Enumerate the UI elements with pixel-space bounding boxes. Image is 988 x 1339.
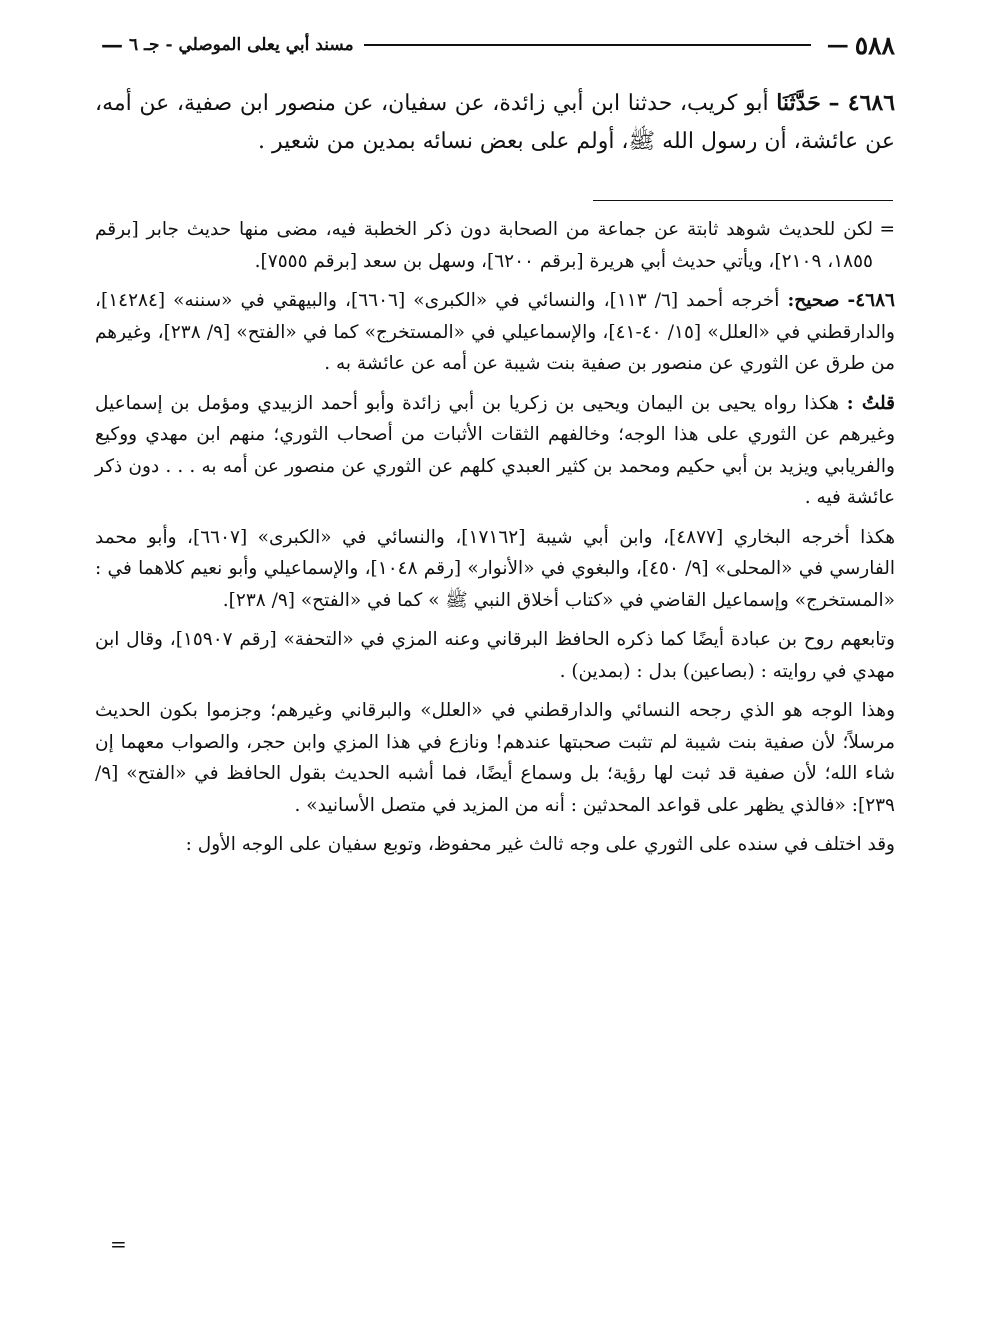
footnote-paragraph-4: وتابعهم روح بن عبادة أيضًا كما ذكره الحافظ البرقاني وعنه المزي في «التحفة» [رقم ١٥٩٠٧]، وقال ابن مهدي في روايته : (بصاعين) بدل : (بمدين) . [95,629,895,682]
header-title-dash: — [101,32,123,58]
book-title: مسند أبي يعلى الموصلي - جـ ٦ [129,35,354,55]
qult-label: قلتُ : [846,392,895,414]
grade-text: أخرجه أحمد [٦/ ١١٣]، والنسائي في «الكبرى» [٦٦٠٦]، والبيهقي في «سننه» [١٤٢٨٤]، والدارقطني في «العلل» [١٥/ ٤٠-٤١]، والإسماعيلي في «المستخرج» كما في «الفتح» [٩/ ٢٣٨]، وغيرهم من طرق عن الثوري عن منصور بن صفية بنت شيبة عن أمه عن عائشة به . [95,290,895,374]
footnote-qult [95,388,895,514]
grade-label: صحيح: [787,290,840,311]
footnote-paragraph-3: هكذا أخرجه البخاري [٤٨٧٧]، وابن أبي شيبة [١٧١٦٢]، والنسائي في «الكبرى» [٦٦٠٧]، وأبو محمد الفارسي في «المحلى» [٩/ ٤٥٠]، والبغوي في «الأنوار» [رقم ١٠٤٨]، والإسماعيلي وأبو نعيم كلاهما في : «المستخرج» وإسماعيل القاضي في «كتاب أخلاق النبي ﷺ » كما في «الفتح» [٩/ ٢٣٨]. [95,526,895,611]
footnote-grade [95,285,895,380]
footnotes [95,214,895,869]
page-header [95,28,895,62]
hadith-body: أبو كريب، حدثنا ابن أبي زائدة، عن سفيان، عن منصور ابن صفية، عن أمه، عن عائشة، أن رسول الله ﷺ، أولم على بعض نسائه بمدين من شعير . [95,91,895,154]
hadith-number: ٤٦٨٦ – [828,90,896,116]
footnote-separator [593,200,893,201]
qult-text: هكذا رواه يحيى بن اليمان ويحيى بن زكريا بن أبي زائدة وأبو أحمد الزبيدي ومؤمل بن إسماعيل وغيرهم عن الثوري على هذا الوجه؛ وخالفهم الثقات الأثبات من أصحاب الثوري؛ منهم ابن مهدي ووكيع والفريابي ويزيد بن أبي حكيم ومحمد بن كثير العبدي كلهم عن الثوري عن منصور عن أمه به . . . دون ذكر عائشة فيه . [95,392,895,508]
continuation-mark: = [879,219,895,240]
continuation-text: لكن للحديث شوهد ثابتة عن جماعة من الصحابة دون ذكر الخطبة فيه، مضى منها حديث جابر [برقم ١٨٥٥، ٢١٠٩]، ويأتي حديث أبي هريرة [برقم ٦٢٠٠]، وسهل بن سعد [برقم ٧٥٥٥]. [95,219,873,272]
header-rule [364,44,811,46]
footnote-paragraph-5: وهذا الوجه هو الذي رجحه النسائي والدارقطني في «العلل» والبرقاني وغيرهم؛ وجزموا بكون الحديث مرسلاً؛ لأن صفية بنت شيبة لم تثبت صحبتها عندهم! ونازع في هذا المزي وابن حجر، والصواب معهما إن شاء الله؛ لأن صفية قد ثبت لها رؤية؛ بل وسماع أيضًا، فما أشبه الحديث بقول الحافظ في «الفتح» [٩/ ٢٣٩]: «فالذي يظهر على قواعد المحدثين : أنه من المزيد في متصل الأسانيد» . [95,700,895,816]
hadith-keyword: حَدَّثَنَا [776,90,821,116]
hadith-text [95,84,895,161]
footnote-continuation [95,214,895,277]
page-number: ٥٨٨ [854,30,895,60]
continues-mark: = [110,1232,127,1256]
grade-number: ٤٦٨٦- [847,290,895,311]
footnote-paragraph-6: وقد اختلف في سنده على الثوري على وجه ثالث غير محفوظ، وتوبع سفيان على الوجه الأول : [185,834,895,855]
header-dash: — [826,32,849,58]
